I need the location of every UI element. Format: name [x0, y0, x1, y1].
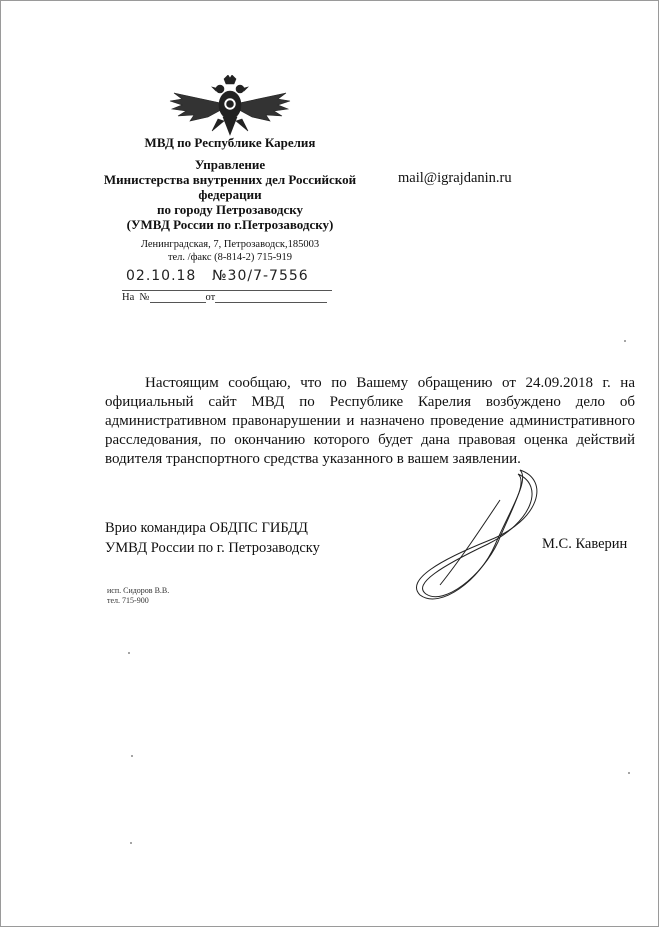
- executor-name: исп. Сидоров В.В.: [107, 586, 170, 595]
- scan-speck: [131, 755, 133, 757]
- org-phone: тел. /факс (8-814-2) 715-919: [167, 252, 293, 263]
- handwritten-signature: [400, 460, 560, 610]
- scan-speck: [128, 652, 130, 654]
- org-address: Ленинградская, 7, Петрозаводск,185003: [140, 239, 320, 250]
- registration-number: №30/7-7556: [212, 268, 309, 284]
- org-line: по городу Петрозаводску: [156, 202, 304, 217]
- scan-speck: [624, 340, 626, 342]
- executor-phone: тел. 715-900: [107, 596, 149, 605]
- org-line: (УМВД России по г.Петрозаводску): [126, 217, 334, 232]
- scan-speck: [628, 772, 630, 774]
- ref-number-label: №: [139, 292, 150, 303]
- recipient-email: mail@igrajdanin.ru: [398, 170, 512, 186]
- ref-number-blank: [150, 292, 206, 303]
- letter-body: Настоящим сообщаю, что по Вашему обращению от 24.09.2018 г. на официальный сайт МВД по Республике Карелия возбуждено дело об административном правонарушении и назначено проведение административного расследования, по окончанию которого будет дана правовая оценка действий водителя транспортного средства указанного в вашем заявлении.: [105, 375, 635, 467]
- org-short-name: МВД по Республике Карелия: [144, 135, 316, 150]
- ref-date-blank: [215, 292, 327, 303]
- ref-prefix: На: [122, 292, 135, 303]
- signer-department: УМВД России по г. Петрозаводску: [105, 540, 320, 556]
- registration-date: 02.10.18: [126, 268, 197, 284]
- org-full-name: [95, 157, 365, 232]
- signer-position: Врио командира ОБДПС ГИБДД: [105, 520, 308, 536]
- scan-speck: [130, 842, 132, 844]
- org-line: Министерства внутренних дел Российской: [103, 172, 357, 187]
- signer-name: М.С. Каверин: [542, 536, 628, 552]
- ref-from-label: от: [205, 292, 216, 303]
- reference-line: [122, 292, 327, 303]
- org-line: федерации: [198, 187, 262, 202]
- mvd-eagle-emblem: [168, 75, 292, 137]
- org-line: Управление: [194, 157, 266, 172]
